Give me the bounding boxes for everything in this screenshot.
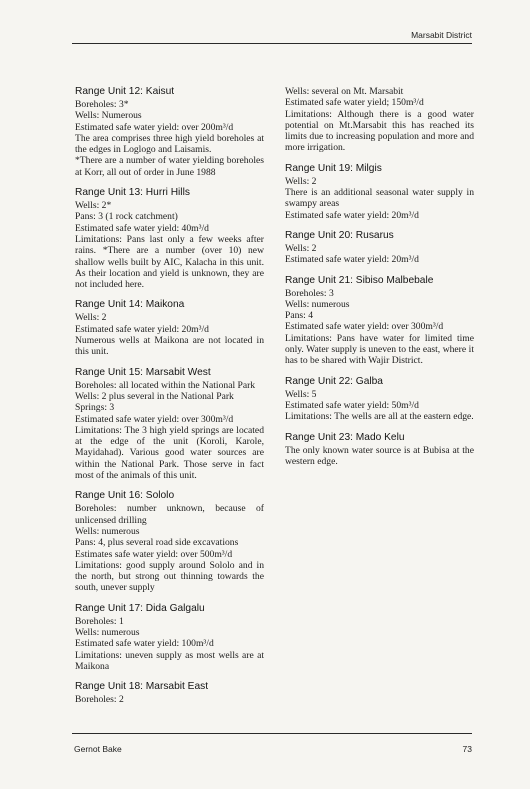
range-unit-line: Boreholes: 1 — [75, 615, 124, 627]
range-unit-heading: Range Unit 19: Milgis — [285, 162, 382, 174]
range-unit-line: Limitations: The 3 high yield springs are located at the edge of the unit (Koroli, Karole, Mayidahad). Various good water sources are within the National Park. Those serve in fact most of the animals of this unit. — [75, 424, 264, 482]
range-unit-heading: Range Unit 18: Marsabit East — [75, 681, 209, 693]
range-unit-line: Springs: 3 — [75, 402, 115, 414]
range-unit-section — [75, 367, 264, 482]
range-unit-line: Estimated safe water yield: 50m³/d — [285, 399, 419, 411]
range-unit-heading: Range Unit 14: Maikona — [75, 299, 185, 311]
range-unit-line: Limitations: The wells are all at the eastern edge. — [285, 411, 474, 423]
range-unit-line: Estimated safe water yield: 40m³/d — [75, 222, 209, 234]
range-unit-section — [285, 376, 474, 423]
range-unit-heading: Range Unit 15: Marsabit West — [75, 366, 211, 378]
range-unit-line: There is an additional seasonal water supply in swampy areas — [285, 187, 474, 210]
range-unit-line: Boreholes: 3* — [75, 99, 129, 110]
range-unit-line: Pans: 4 — [285, 310, 313, 322]
range-unit-line: Limitations: Pans last only a few weeks after rains. *There are a number (over 10) new shallow wells built by AIC, Kalacha in this unit. As their location and yield is unknown, they are not included here. — [75, 233, 264, 291]
range-unit-line: Boreholes: 2 — [75, 694, 124, 706]
range-unit-line: Wells: 2 plus several in the National Park — [75, 390, 234, 402]
range-unit-heading: Range Unit 16: Sololo — [75, 490, 175, 502]
range-unit-heading: Range Unit 20: Rusarus — [285, 229, 394, 241]
range-unit-line: Wells: 2* — [75, 200, 112, 212]
range-unit-line: Wells: numerous — [75, 626, 140, 638]
range-unit-line: Limitations: Although there is a good water potential on Mt.Marsabit this has reached its limits due to increasing population and more and more irrigation. — [285, 108, 474, 154]
range-unit-line: Wells: 5 — [285, 388, 317, 400]
range-unit-line: Estimated safe water yield: 100m³/d — [75, 638, 214, 650]
range-unit-line: Estimated safe water yield: 20m³/d — [285, 254, 419, 266]
range-unit-heading: Range Unit 13: Hurri Hills — [75, 187, 190, 199]
range-unit-line: Wells: numerous — [75, 525, 140, 537]
range-unit-line: Pans: 4, plus several road side excavations — [75, 537, 239, 549]
range-unit-line: The area comprises three high yield boreholes at the edges in Loglogo and Laisamis. — [75, 132, 264, 156]
range-unit-section — [75, 187, 264, 290]
footer-author: Gernot Bake — [74, 744, 122, 754]
range-unit-line: Wells: 2 — [285, 242, 317, 254]
range-unit-line: Estimated safe water yield: 20m³/d — [285, 209, 419, 221]
range-unit-line: Estimates safe water yield: over 500m³/d — [75, 548, 233, 560]
right-column — [285, 86, 474, 476]
range-unit-line: Estimated safe water yield: over 300m³/d — [285, 321, 444, 333]
range-unit-line: Numerous wells at Maikona are not located in this unit. — [75, 335, 264, 358]
range-unit-section — [285, 275, 474, 367]
range-unit-section — [75, 603, 264, 672]
range-unit-line: Wells: Numerous — [75, 110, 142, 122]
range-unit-line: Wells: 2 — [285, 175, 317, 187]
range-unit-section — [285, 163, 474, 221]
range-unit-line: Wells: numerous — [285, 298, 350, 310]
range-unit-section — [285, 230, 474, 266]
header-rule — [72, 43, 472, 44]
range-unit-heading: Range Unit 23: Mado Kelu — [285, 431, 405, 443]
footer-rule — [72, 733, 472, 734]
range-unit-heading: Range Unit 22: Galba — [285, 375, 383, 387]
range-unit-line: Limitations: Pans have water for limited time only. Water supply is uneven to the east, where it has to be shared with Wajir District. — [285, 332, 474, 367]
range-unit-line: Estimated safe water yield: 20m³/d — [75, 323, 209, 335]
range-unit-heading: Range Unit 17: Dida Galgalu — [75, 602, 205, 614]
range-unit-line: Boreholes: 3 — [285, 287, 334, 299]
range-unit-section — [75, 86, 264, 178]
range-unit-heading: Range Unit 12: Kaisut — [75, 86, 175, 97]
page-number: 73 — [462, 744, 472, 754]
range-unit-line: The only known water source is at Bubisa at the western edge. — [285, 444, 474, 467]
range-unit-section — [75, 299, 264, 357]
range-unit-section — [285, 432, 474, 468]
range-unit-line: Estimated safe water yield; 150m³/d — [285, 97, 424, 109]
range-unit-line: Wells: several on Mt. Marsabit — [285, 86, 404, 97]
running-header: Marsabit District — [411, 30, 472, 40]
range-unit-line: Estimated safe water yield: over 200m³/d — [75, 121, 234, 133]
range-unit-line: Wells: 2 — [75, 312, 107, 324]
range-unit-line: Pans: 3 (1 rock catchment) — [75, 211, 178, 223]
range-unit-line: Boreholes: number unknown, because of unlicensed drilling — [75, 503, 264, 526]
range-unit-line: *There are a number of water yielding boreholes at Korr, all out of order in June 1988 — [75, 155, 264, 178]
range-unit-line: Limitations: good supply around Sololo and in the north, but strong out thinning towards the south, unever supply — [75, 559, 264, 594]
left-column — [75, 86, 264, 714]
range-unit-line: Boreholes: all located within the National Park — [75, 379, 256, 391]
range-unit-section — [285, 86, 474, 154]
range-unit-section — [75, 681, 264, 705]
range-unit-line: Estimated safe water yield: over 300m³/d — [75, 413, 234, 425]
range-unit-section — [75, 490, 264, 593]
range-unit-line: Limitations: uneven supply as most wells are at Maikona — [75, 649, 264, 672]
range-unit-heading: Range Unit 21: Sibiso Malbebale — [285, 274, 434, 286]
